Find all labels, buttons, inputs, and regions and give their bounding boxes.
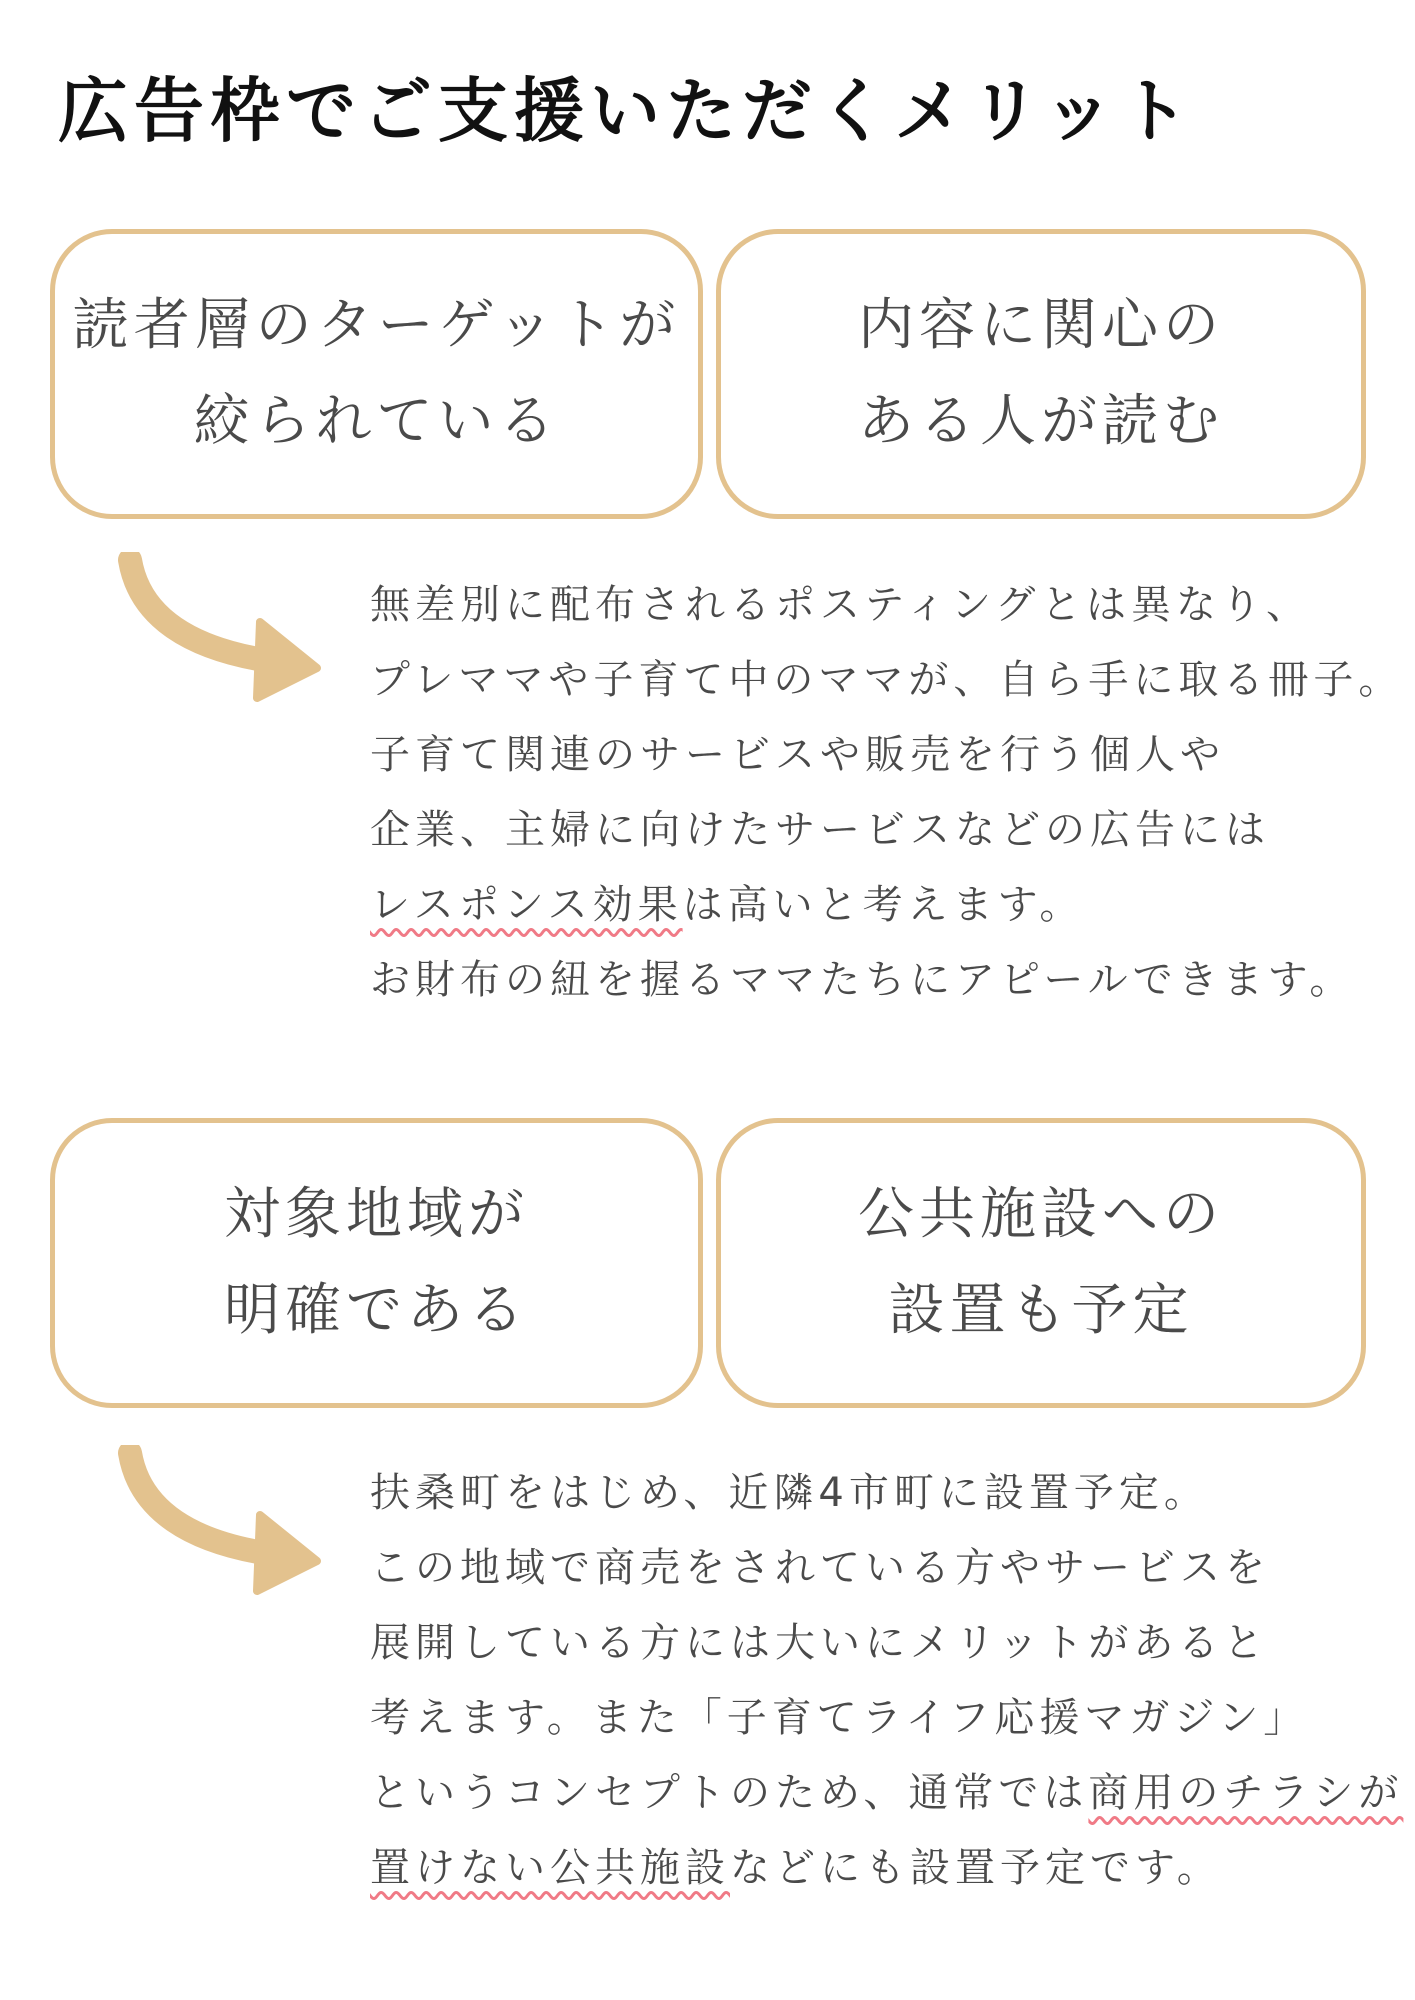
merit-box-target-area (50, 1118, 703, 1408)
merit-box-public-facilities (716, 1118, 1366, 1408)
box-text-line: 公共施設への (858, 1182, 1224, 1247)
body-line: 考えます。また「子育てライフ応援マガジン」 (370, 1695, 1309, 1741)
box-text-line: 対象地域が (224, 1182, 529, 1247)
box-text-line: 読者層のターゲットが (72, 293, 681, 358)
box-text-line: ある人が読む (858, 389, 1224, 454)
body-line: お財布の紐を握るママたちにアピールできます。 (370, 957, 1355, 1003)
body-line: この地域で商売をされている方やサービスを (370, 1545, 1270, 1591)
curved-arrow-icon (112, 552, 322, 712)
body-line: 子育て関連のサービスや販売を行う個人や (370, 732, 1225, 778)
merit-description-2 (370, 1456, 1403, 1906)
merit-box-interested-readers (716, 229, 1366, 519)
body-line: 無差別に配布されるポスティングとは異なり、 (370, 582, 1311, 628)
page-title: 広告枠でご支援いただくメリット (58, 70, 1196, 152)
highlighted-text: レスポンス効果 (370, 882, 683, 928)
body-line: 扶桑町をはじめ、近隣4市町に設置予定。 (370, 1470, 1209, 1516)
curved-arrow-icon (112, 1445, 322, 1605)
body-line (370, 1756, 1403, 1831)
merit-box-target-readers (50, 229, 703, 519)
body-text-segment: というコンセプトのため、通常では (370, 1770, 1089, 1816)
body-text-segment: などにも設置予定です。 (730, 1845, 1222, 1891)
body-line: プレママや子育て中のママが、自ら手に取る冊子。 (370, 657, 1404, 703)
body-line (370, 1831, 1403, 1906)
body-line: 企業、主婦に向けたサービスなどの広告には (370, 807, 1270, 853)
body-text-segment: は高いと考えます。 (682, 882, 1085, 928)
body-line: 展開している方には大いにメリットがあると (370, 1620, 1269, 1666)
highlighted-text: 商用のチラシが (1088, 1770, 1404, 1816)
box-text-line: 設置も予定 (888, 1278, 1194, 1343)
highlighted-text: 置けない公共施設 (370, 1845, 730, 1891)
body-line (370, 868, 1403, 943)
merit-description-1 (370, 568, 1403, 1018)
box-text-line: 内容に関心の (858, 293, 1224, 358)
box-text-line: 明確である (224, 1278, 529, 1343)
box-text-line: 絞られている (193, 389, 560, 454)
